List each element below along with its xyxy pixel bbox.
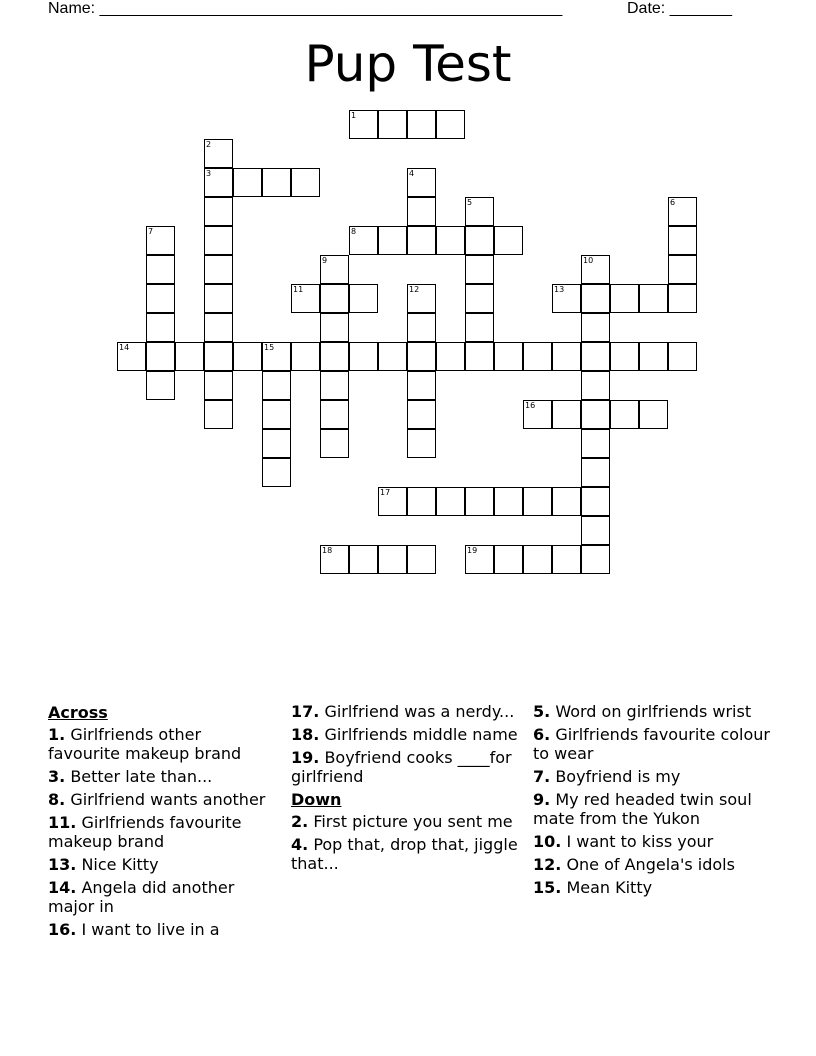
grid-cell[interactable] (436, 487, 465, 516)
grid-cell[interactable] (378, 226, 407, 255)
grid-cell[interactable] (291, 168, 320, 197)
grid-cell[interactable] (552, 284, 581, 313)
grid-cell[interactable] (407, 342, 436, 371)
grid-cell[interactable] (204, 197, 233, 226)
grid-cell[interactable] (204, 284, 233, 313)
clue-number: 1 (351, 111, 357, 120)
grid-cell[interactable] (175, 342, 204, 371)
grid-cell[interactable] (494, 487, 523, 516)
clue-number: 13 (554, 285, 565, 294)
grid-cell[interactable] (407, 487, 436, 516)
grid-cell[interactable] (204, 342, 233, 371)
grid-cell[interactable] (233, 168, 262, 197)
grid-cell[interactable] (407, 284, 436, 313)
down-heading: Down (291, 790, 342, 809)
clue-down-15: 15. Mean Kitty (533, 878, 653, 897)
grid-cell[interactable] (465, 226, 494, 255)
grid-cell[interactable] (581, 313, 610, 342)
grid-cell[interactable] (407, 400, 436, 429)
grid-cell[interactable] (349, 284, 378, 313)
grid-cell[interactable] (407, 429, 436, 458)
clue-number: 17 (380, 488, 391, 497)
grid-cell[interactable] (204, 313, 233, 342)
date-field-label: Date: _______ (627, 0, 732, 17)
clue-down-9: 9. My red headed twin soul mate from the Yukon (533, 790, 752, 828)
clue-across-1: 1. Girlfriends other favourite makeup brand (48, 725, 242, 763)
grid-cell[interactable] (146, 284, 175, 313)
grid-cell[interactable] (465, 255, 494, 284)
grid-cell[interactable] (349, 545, 378, 574)
grid-cell[interactable] (581, 284, 610, 313)
grid-cell[interactable] (262, 168, 291, 197)
grid-cell[interactable] (378, 487, 407, 516)
grid-cell[interactable] (552, 487, 581, 516)
grid-cell[interactable] (146, 371, 175, 400)
clue-number: 4 (409, 169, 415, 178)
grid-cell[interactable] (639, 400, 668, 429)
clue-number: 6 (670, 198, 676, 207)
grid-cell[interactable] (262, 342, 291, 371)
grid-cell[interactable] (262, 429, 291, 458)
grid-cell[interactable] (581, 371, 610, 400)
grid-cell[interactable] (581, 487, 610, 516)
clues-column-2 (291, 702, 521, 877)
grid-cell[interactable] (378, 110, 407, 139)
grid-cell[interactable] (581, 516, 610, 545)
grid-cell[interactable] (465, 197, 494, 226)
grid-cell[interactable] (407, 168, 436, 197)
clue-across-18: 18. Girlfriends middle name (291, 725, 518, 744)
grid-cell[interactable] (581, 458, 610, 487)
clue-number: 14 (119, 343, 130, 352)
grid-cell[interactable] (465, 545, 494, 574)
grid-cell[interactable] (581, 429, 610, 458)
grid-cell[interactable] (407, 226, 436, 255)
grid-cell[interactable] (320, 255, 349, 284)
grid-cell[interactable] (320, 342, 349, 371)
clue-down-2: 2. First picture you sent me (291, 812, 513, 831)
clues-column-1 (48, 702, 278, 943)
grid-cell[interactable] (349, 226, 378, 255)
clue-across-8: 8. Girlfriend wants another (48, 790, 266, 809)
grid-cell[interactable] (146, 255, 175, 284)
clue-number: 3 (206, 169, 212, 178)
grid-cell[interactable] (494, 226, 523, 255)
clue-down-6: 6. Girlfriends favourite colour to wear (533, 725, 770, 763)
clue-number: 8 (351, 227, 357, 236)
clue-down-10: 10. I want to kiss your (533, 832, 714, 851)
grid-cell[interactable] (407, 197, 436, 226)
grid-cell[interactable] (581, 545, 610, 574)
grid-cell[interactable] (523, 545, 552, 574)
grid-cell[interactable] (668, 226, 697, 255)
clue-down-5: 5. Word on girlfriends wrist (533, 702, 752, 721)
grid-cell[interactable] (639, 284, 668, 313)
grid-cell[interactable] (320, 429, 349, 458)
grid-cell[interactable] (349, 342, 378, 371)
clue-number: 7 (148, 227, 154, 236)
grid-cell[interactable] (320, 284, 349, 313)
grid-cell[interactable] (668, 284, 697, 313)
grid-cell[interactable] (407, 371, 436, 400)
grid-cell[interactable] (610, 342, 639, 371)
grid-cell[interactable] (407, 545, 436, 574)
grid-cell[interactable] (436, 226, 465, 255)
clue-number: 9 (322, 256, 328, 265)
grid-cell[interactable] (523, 487, 552, 516)
grid-cell[interactable] (204, 371, 233, 400)
grid-cell[interactable] (233, 342, 262, 371)
grid-cell[interactable] (523, 342, 552, 371)
grid-cell[interactable] (581, 255, 610, 284)
clue-down-4: 4. Pop that, drop that, jiggle that... (291, 835, 518, 873)
grid-cell[interactable] (494, 342, 523, 371)
grid-cell[interactable] (552, 545, 581, 574)
grid-cell[interactable] (320, 371, 349, 400)
grid-cell[interactable] (204, 168, 233, 197)
clue-across-14: 14. Angela did another major in (48, 878, 235, 916)
clue-number: 18 (322, 546, 333, 555)
grid-cell[interactable] (146, 226, 175, 255)
grid-cell[interactable] (581, 342, 610, 371)
clue-across-19: 19. Boyfriend cooks ____for girlfriend (291, 748, 512, 786)
grid-cell[interactable] (465, 342, 494, 371)
grid-cell[interactable] (291, 342, 320, 371)
clue-number: 11 (293, 285, 304, 294)
clue-down-12: 12. One of Angela's idols (533, 855, 735, 874)
clue-across-13: 13. Nice Kitty (48, 855, 159, 874)
grid-cell[interactable] (523, 400, 552, 429)
page-title: Pup Test (304, 35, 512, 93)
grid-cell[interactable] (349, 110, 378, 139)
grid-cell[interactable] (639, 342, 668, 371)
grid-cell[interactable] (465, 487, 494, 516)
grid-cell[interactable] (146, 313, 175, 342)
clues-column-3 (533, 702, 773, 901)
grid-cell[interactable] (291, 284, 320, 313)
clue-across-17: 17. Girlfriend was a nerdy... (291, 702, 515, 721)
grid-cell[interactable] (552, 342, 581, 371)
grid-cell[interactable] (465, 284, 494, 313)
clue-across-3: 3. Better late than... (48, 767, 213, 786)
grid-cell[interactable] (668, 197, 697, 226)
grid-cell[interactable] (407, 313, 436, 342)
grid-cell[interactable] (204, 226, 233, 255)
grid-cell[interactable] (668, 342, 697, 371)
clue-number: 12 (409, 285, 420, 294)
grid-cell[interactable] (610, 284, 639, 313)
grid-cell[interactable] (378, 342, 407, 371)
grid-cell[interactable] (436, 342, 465, 371)
grid-cell[interactable] (552, 400, 581, 429)
grid-cell[interactable] (610, 400, 639, 429)
grid-cell[interactable] (204, 139, 233, 168)
grid-cell[interactable] (262, 458, 291, 487)
grid-cell[interactable] (320, 400, 349, 429)
clue-number: 15 (264, 343, 275, 352)
grid-cell[interactable] (262, 400, 291, 429)
grid-cell[interactable] (262, 371, 291, 400)
grid-cell[interactable] (204, 255, 233, 284)
clue-number: 19 (467, 546, 478, 555)
clue-across-11: 11. Girlfriends favourite makeup brand (48, 813, 242, 851)
clue-number: 10 (583, 256, 594, 265)
grid-cell[interactable] (378, 545, 407, 574)
clue-number: 2 (206, 140, 212, 149)
grid-cell[interactable] (320, 313, 349, 342)
grid-cell[interactable] (407, 110, 436, 139)
grid-cell[interactable] (581, 400, 610, 429)
name-field-label: Name: ____________________________________________________ (48, 0, 563, 17)
across-heading: Across (48, 703, 108, 722)
clue-down-7: 7. Boyfriend is my (533, 767, 681, 786)
grid-cell[interactable] (465, 313, 494, 342)
grid-cell[interactable] (494, 545, 523, 574)
grid-cell[interactable] (320, 545, 349, 574)
grid-cell[interactable] (204, 400, 233, 429)
grid-cell[interactable] (117, 342, 146, 371)
grid-cell[interactable] (436, 110, 465, 139)
clue-across-16: 16. I want to live in a (48, 920, 220, 939)
clue-number: 16 (525, 401, 536, 410)
grid-cell[interactable] (668, 255, 697, 284)
clue-number: 5 (467, 198, 473, 207)
grid-cell[interactable] (146, 342, 175, 371)
